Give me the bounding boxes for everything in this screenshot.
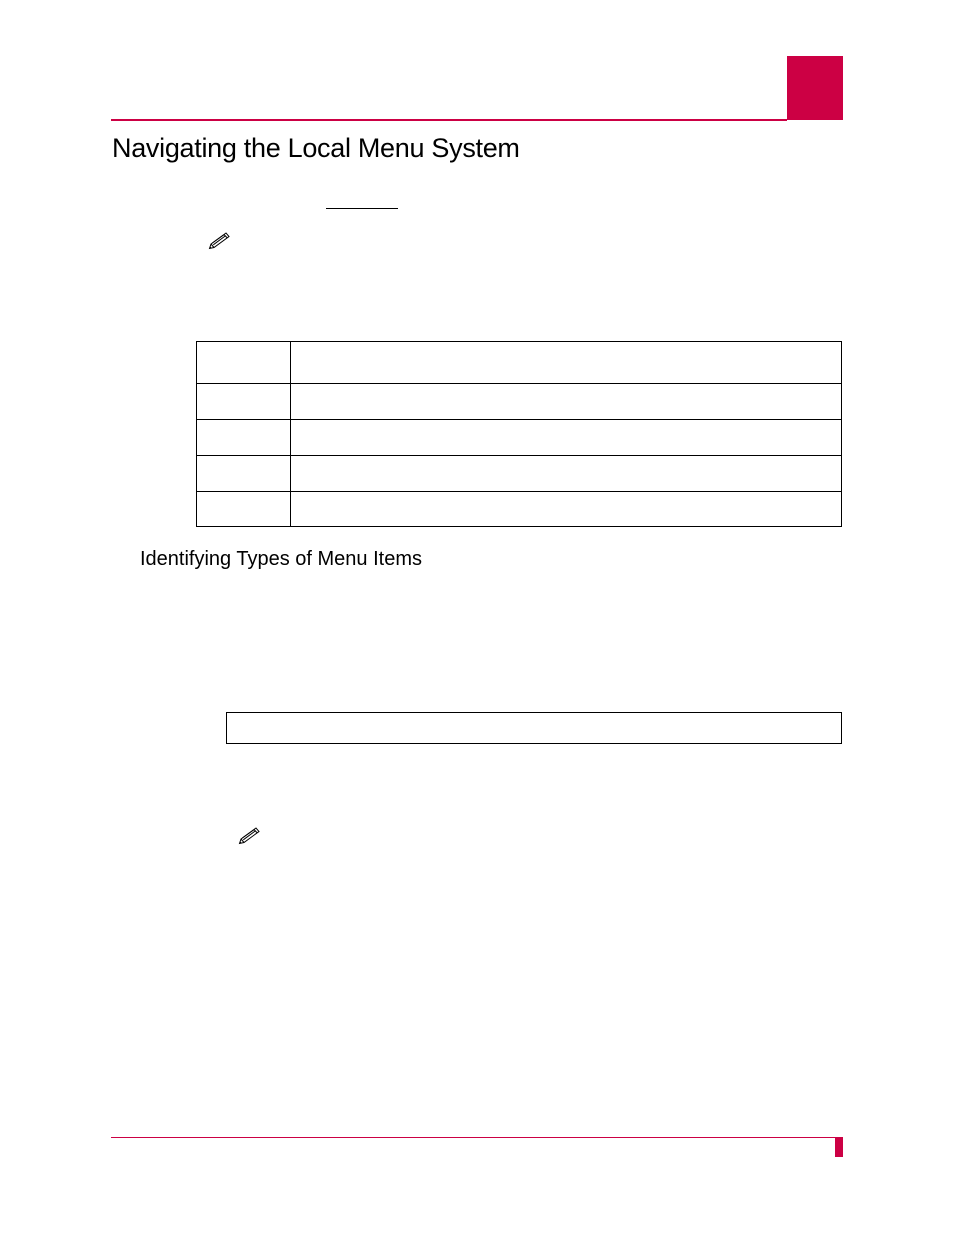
table-row bbox=[197, 492, 842, 527]
table-cell-description bbox=[291, 342, 842, 384]
pencil-icon bbox=[207, 230, 231, 250]
table-cell-key bbox=[197, 342, 291, 384]
page-title: Navigating the Local Menu System bbox=[112, 133, 520, 163]
table-row bbox=[197, 384, 842, 420]
table-row bbox=[197, 420, 842, 456]
table-cell-key bbox=[197, 492, 291, 527]
table-cell-description bbox=[291, 492, 842, 527]
pencil-icon bbox=[237, 825, 261, 845]
cross-reference-link[interactable] bbox=[326, 208, 398, 209]
table-row bbox=[197, 456, 842, 492]
table-cell-description bbox=[291, 456, 842, 492]
chapter-tab bbox=[787, 56, 843, 120]
table-cell-key bbox=[197, 384, 291, 420]
table-row bbox=[197, 342, 842, 384]
table-cell-key bbox=[197, 456, 291, 492]
footer-rule bbox=[111, 1137, 843, 1138]
header-rule bbox=[111, 119, 787, 121]
section-heading: Identifying Types of Menu Items bbox=[140, 548, 423, 570]
table-cell-description bbox=[291, 420, 842, 456]
navigation-keys-table bbox=[196, 341, 842, 527]
footer-tab bbox=[835, 1138, 843, 1157]
table-cell-key bbox=[197, 420, 291, 456]
table-cell-description bbox=[291, 384, 842, 420]
example-box bbox=[226, 712, 842, 744]
